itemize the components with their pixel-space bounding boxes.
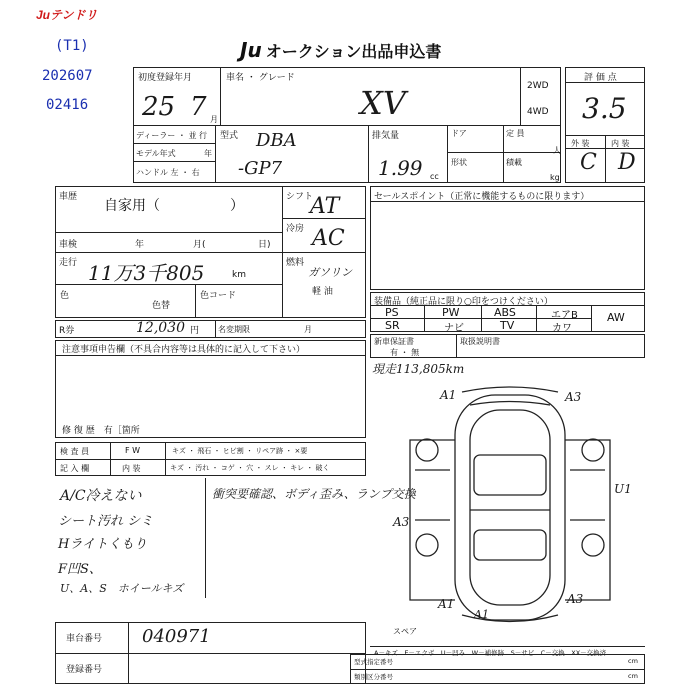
color-code-label: 色コード [200, 291, 237, 301]
equip-abs: ABS [494, 306, 516, 319]
chassis-value: 040971 [142, 626, 211, 647]
mileage-label: 走行 [59, 258, 78, 268]
remark-right: 衝突要確認、ボディ歪み、ランプ交換 [212, 487, 416, 501]
remark-2: シート汚れ シミ [58, 514, 154, 529]
car-name-value: XV [360, 84, 406, 122]
reg-year: 25 [142, 92, 176, 122]
registration-number-label: 登録番号 [66, 665, 103, 675]
inspector-label: 検 査 員 [60, 447, 90, 456]
recycle-label: R券 [59, 326, 75, 336]
chassis-label: 車台番号 [66, 634, 103, 644]
handle-label: ハンドル 左 ・ 右 [136, 168, 200, 177]
shape-label: 形状 [451, 158, 467, 167]
fuel-label: 燃料 [286, 258, 305, 268]
equip-navi: ナビ [444, 323, 464, 334]
equip-airbag: エアB [551, 310, 578, 321]
shaken-day: 日) [258, 240, 271, 250]
load-label: 積載 [506, 158, 522, 167]
mark-a1-bottom: A1 [474, 608, 489, 621]
recycle-value: 12,030 [136, 320, 185, 336]
fuel-value: ガソリン [308, 266, 352, 279]
equip-leather: カワ [552, 323, 572, 334]
drive-4wd: 4WD [527, 107, 549, 117]
manual-label: 取扱説明書 [460, 337, 500, 346]
mark-a1-top: A1 [440, 388, 457, 402]
load-unit: kg [550, 173, 560, 182]
repair-history: 修 復 歴 有［箇所 [62, 426, 140, 436]
inspector-fw: F W [125, 446, 141, 455]
remark-5: U、A、S ホイールキズ [60, 582, 184, 595]
inspector-row2: キズ ・ 汚れ ・ コゲ ・ 穴 ・ スレ ・ キレ ・ 破く [170, 464, 330, 472]
displacement-unit: cc [430, 172, 439, 181]
meigi-label: 名変期限 [218, 325, 250, 334]
displacement-value: 1.99 [378, 156, 423, 180]
lot-code: 202607 [42, 68, 93, 84]
mark-a3-rear: A3 [567, 592, 584, 606]
history-value: 自家用（ ） [104, 198, 244, 214]
entry-label: 記 入 欄 [60, 464, 90, 473]
aircon-value: AC [312, 226, 345, 251]
cm-unit-1: cm [628, 657, 638, 665]
type-value-2: -GP7 [238, 158, 283, 179]
capacity-label: 定 員 [506, 129, 525, 138]
door-label: ドア [451, 129, 467, 138]
reg-month-suffix: 月 [210, 115, 218, 124]
model-designation-label: 型式指定番号 [354, 658, 393, 666]
lot-prefix: (T1) [55, 38, 89, 54]
shaken-year: 年 [135, 240, 145, 250]
meigi-month: 月 [304, 325, 312, 334]
odometer-note: 現走113,805km [372, 362, 465, 376]
mark-a3-top: A3 [565, 390, 582, 404]
capacity-unit: 人 [553, 146, 561, 155]
remark-4: F凹S、 [58, 562, 102, 577]
type-label: 型式 [220, 131, 239, 141]
fuel-diesel: 軽 油 [312, 287, 333, 297]
shaken-label: 車検 [59, 240, 78, 250]
mileage-unit: km [232, 270, 246, 280]
spare-label: スペア [393, 627, 417, 636]
exterior-label: 外 装 [571, 139, 590, 148]
equipment-label: 装備品（純正品に限り○印をつけください） [374, 297, 553, 307]
model-year-label: モデル年式 [136, 149, 176, 158]
mark-a1-rear: A1 [438, 597, 455, 611]
car-name-label: 車名 ・ グレード [226, 73, 295, 83]
remark-1: A/C冷えない [60, 488, 142, 504]
warranty-label: 新車保証書 [374, 337, 414, 346]
equip-tv: TV [500, 319, 515, 332]
reg-label: 初度登録年月 [138, 73, 193, 83]
grade-label: 評 価 点 [584, 73, 617, 83]
color-change-label: 色替 [152, 301, 171, 311]
inspector-row1: キズ ・ 飛石 ・ ヒビ割 ・ リペア跡 ・ ×要 [172, 447, 308, 455]
form-title: Ju オークション出品申込書 [240, 38, 442, 62]
grade-value: 3.5 [582, 92, 627, 125]
drive-2wd: 2WD [527, 81, 549, 91]
cm-unit-2: cm [628, 672, 638, 680]
inspector-inner: 内 装 [122, 464, 141, 473]
shift-label: シフト [286, 192, 314, 202]
history-label: 車歴 [59, 192, 78, 202]
reg-month: 7 [190, 92, 207, 122]
shaken-month: 月( [193, 240, 206, 250]
equip-ps: PS [385, 306, 399, 319]
equip-pw: PW [442, 306, 460, 319]
interior-label: 内 装 [611, 139, 630, 148]
lot-number: 02416 [46, 97, 89, 113]
equip-sr: SR [385, 319, 400, 332]
brand-logo: Juテンドリ [36, 8, 98, 22]
remark-3: Hライトくもり [58, 537, 147, 552]
warranty-value: 有 ・ 無 [390, 348, 420, 357]
displacement-label: 排気量 [372, 131, 400, 141]
equip-aw: AW [607, 311, 625, 324]
dealer-label: ディーラー ・ 並 行 [136, 131, 207, 140]
color-label: 色 [60, 291, 70, 301]
notes-label: 注意事項申告欄（不具合内容等は具体的に記入して下さい） [62, 345, 306, 355]
recycle-yen: 円 [190, 326, 200, 336]
sales-point-label: セールスポイント（正常に機能するものに限ります） [374, 192, 590, 202]
mark-u1: U1 [614, 482, 632, 496]
aircon-label: 冷房 [286, 224, 305, 234]
mark-a3-left: A3 [393, 515, 410, 529]
model-year-unit: 年 [204, 149, 212, 158]
exterior-grade: C [580, 150, 597, 175]
damage-legend: A－キズ E－エクボ U－凹み W－補修跡 S－サビ C－交換 XX－交換済 [374, 649, 607, 657]
interior-grade: D [618, 150, 636, 175]
classification-label: 類別区分番号 [354, 673, 393, 681]
type-value-1: DBA [256, 130, 297, 151]
mileage-value: 11万3千805 [88, 261, 205, 285]
shift-value: AT [310, 194, 340, 219]
